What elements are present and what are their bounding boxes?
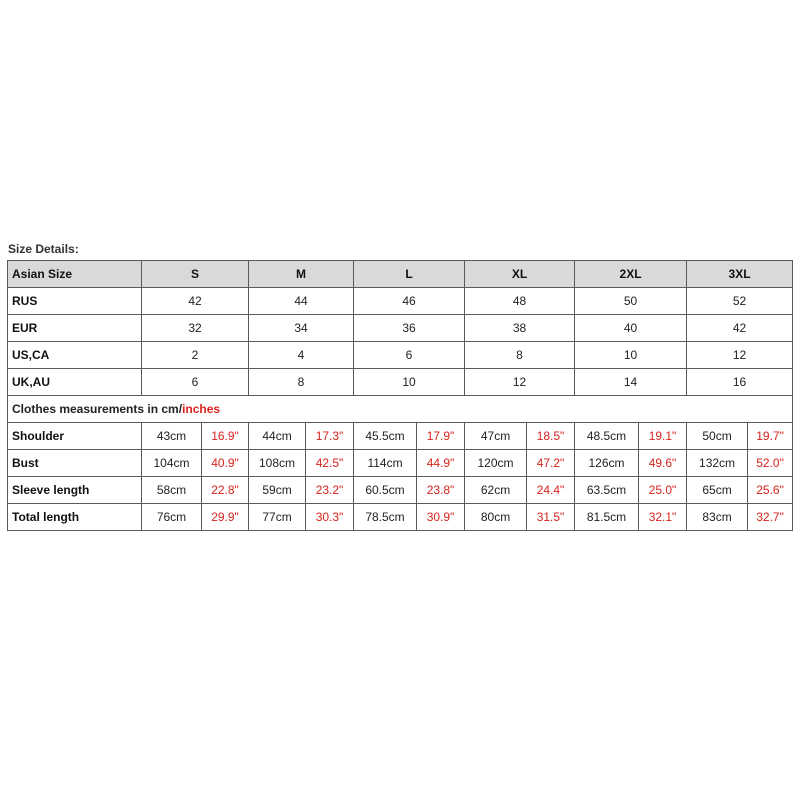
table-cell: 42 bbox=[687, 315, 793, 342]
table-row-eur bbox=[8, 315, 793, 342]
inch-cell: 22.8" bbox=[202, 477, 249, 504]
cm-cell: 81.5cm bbox=[575, 504, 639, 531]
row-label: RUS bbox=[8, 288, 142, 315]
inch-cell: 32.7" bbox=[748, 504, 793, 531]
table-cell: 6 bbox=[354, 342, 465, 369]
table-row-shoulder bbox=[8, 423, 793, 450]
inch-cell: 19.7" bbox=[748, 423, 793, 450]
inch-cell: 49.6" bbox=[639, 450, 687, 477]
cm-cell: 50cm bbox=[687, 423, 748, 450]
size-header-xl: XL bbox=[465, 261, 575, 288]
table-cell: 34 bbox=[249, 315, 354, 342]
cm-cell: 44cm bbox=[249, 423, 306, 450]
inch-cell: 23.2" bbox=[306, 477, 354, 504]
size-header-3xl: 3XL bbox=[687, 261, 793, 288]
cm-cell: 45.5cm bbox=[354, 423, 417, 450]
size-header-m: M bbox=[249, 261, 354, 288]
table-cell: 10 bbox=[575, 342, 687, 369]
table-cell: 10 bbox=[354, 369, 465, 396]
table-cell: 36 bbox=[354, 315, 465, 342]
cm-cell: 60.5cm bbox=[354, 477, 417, 504]
size-header-l: L bbox=[354, 261, 465, 288]
inch-cell: 31.5" bbox=[527, 504, 575, 531]
row-label: US,CA bbox=[8, 342, 142, 369]
size-header-s: S bbox=[142, 261, 249, 288]
cm-cell: 59cm bbox=[249, 477, 306, 504]
table-cell: 38 bbox=[465, 315, 575, 342]
cm-cell: 132cm bbox=[687, 450, 748, 477]
table-cell: 12 bbox=[687, 342, 793, 369]
table-row-sleeve-length bbox=[8, 477, 793, 504]
table-cell: 52 bbox=[687, 288, 793, 315]
measurements-heading-row bbox=[8, 396, 793, 423]
measurements-heading-inches: inches bbox=[182, 402, 221, 416]
inch-cell: 19.1" bbox=[639, 423, 687, 450]
size-header-2xl: 2XL bbox=[575, 261, 687, 288]
header-label-cell: Asian Size bbox=[8, 261, 142, 288]
row-label: Shoulder bbox=[8, 423, 142, 450]
inch-cell: 47.2" bbox=[527, 450, 575, 477]
table-cell: 50 bbox=[575, 288, 687, 315]
table-cell: 44 bbox=[249, 288, 354, 315]
cm-cell: 65cm bbox=[687, 477, 748, 504]
inch-cell: 23.8" bbox=[417, 477, 465, 504]
cm-cell: 114cm bbox=[354, 450, 417, 477]
inch-cell: 17.9" bbox=[417, 423, 465, 450]
table-cell: 8 bbox=[465, 342, 575, 369]
table-row-us-ca bbox=[8, 342, 793, 369]
size-details-title: Size Details: bbox=[8, 242, 79, 256]
table-row-bust bbox=[8, 450, 793, 477]
inch-cell: 40.9" bbox=[202, 450, 249, 477]
cm-cell: 80cm bbox=[465, 504, 527, 531]
cm-cell: 47cm bbox=[465, 423, 527, 450]
size-chart-table bbox=[7, 260, 793, 531]
cm-cell: 77cm bbox=[249, 504, 306, 531]
inch-cell: 24.4" bbox=[527, 477, 575, 504]
table-cell: 4 bbox=[249, 342, 354, 369]
table-cell: 2 bbox=[142, 342, 249, 369]
inch-cell: 32.1" bbox=[639, 504, 687, 531]
cm-cell: 76cm bbox=[142, 504, 202, 531]
table-header-row bbox=[8, 261, 793, 288]
measurements-heading-prefix: Clothes measurements in cm/ bbox=[12, 402, 183, 416]
cm-cell: 43cm bbox=[142, 423, 202, 450]
row-label: Sleeve length bbox=[8, 477, 142, 504]
cm-cell: 104cm bbox=[142, 450, 202, 477]
inch-cell: 16.9" bbox=[202, 423, 249, 450]
table-cell: 14 bbox=[575, 369, 687, 396]
cm-cell: 58cm bbox=[142, 477, 202, 504]
cm-cell: 108cm bbox=[249, 450, 306, 477]
cm-cell: 48.5cm bbox=[575, 423, 639, 450]
inch-cell: 17.3" bbox=[306, 423, 354, 450]
table-cell: 48 bbox=[465, 288, 575, 315]
row-label: UK,AU bbox=[8, 369, 142, 396]
table-cell: 6 bbox=[142, 369, 249, 396]
inch-cell: 18.5" bbox=[527, 423, 575, 450]
inch-cell: 52.0" bbox=[748, 450, 793, 477]
table-cell: 8 bbox=[249, 369, 354, 396]
row-label: EUR bbox=[8, 315, 142, 342]
inch-cell: 25.0" bbox=[639, 477, 687, 504]
table-row-total-length bbox=[8, 504, 793, 531]
cm-cell: 62cm bbox=[465, 477, 527, 504]
table-cell: 32 bbox=[142, 315, 249, 342]
inch-cell: 44.9" bbox=[417, 450, 465, 477]
cm-cell: 63.5cm bbox=[575, 477, 639, 504]
inch-cell: 30.3" bbox=[306, 504, 354, 531]
cm-cell: 120cm bbox=[465, 450, 527, 477]
measurements-heading bbox=[8, 396, 793, 423]
table-cell: 42 bbox=[142, 288, 249, 315]
table-cell: 12 bbox=[465, 369, 575, 396]
cm-cell: 83cm bbox=[687, 504, 748, 531]
table-row-rus bbox=[8, 288, 793, 315]
table-row-uk-au bbox=[8, 369, 793, 396]
cm-cell: 78.5cm bbox=[354, 504, 417, 531]
row-label: Bust bbox=[8, 450, 142, 477]
inch-cell: 30.9" bbox=[417, 504, 465, 531]
row-label: Total length bbox=[8, 504, 142, 531]
cm-cell: 126cm bbox=[575, 450, 639, 477]
inch-cell: 25.6" bbox=[748, 477, 793, 504]
inch-cell: 29.9" bbox=[202, 504, 249, 531]
table-cell: 40 bbox=[575, 315, 687, 342]
table-cell: 16 bbox=[687, 369, 793, 396]
inch-cell: 42.5" bbox=[306, 450, 354, 477]
table-cell: 46 bbox=[354, 288, 465, 315]
